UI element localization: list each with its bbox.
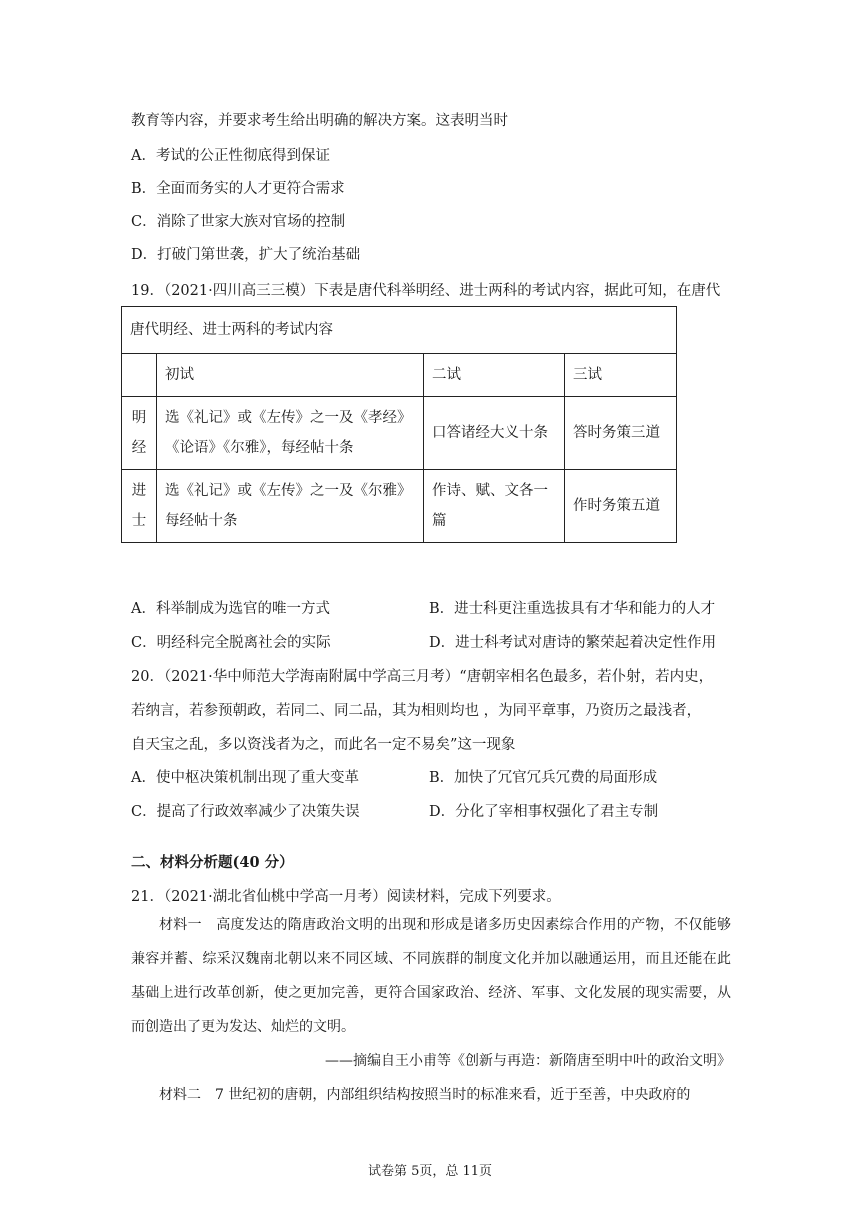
cell-second-exam: 作诗、赋、文各一 篇 [424, 470, 565, 543]
q18-option-a: A．考试的公正性彻底得到保证 [131, 148, 330, 164]
q19-option-a: A．科举制成为选官的唯一方式 [131, 601, 330, 617]
q20-option-b: B．加快了冗官冗兵冗费的局面形成 [429, 770, 658, 786]
q21-stem: 21．（2021·湖北省仙桃中学高一月考）阅读材料，完成下列要求。 [131, 889, 561, 905]
table-header-row [122, 354, 677, 397]
material-one [131, 908, 731, 1078]
table-row [122, 470, 677, 543]
q18-option-b: B．全面而务实的人才更符合需求 [131, 181, 345, 197]
cell-first-exam: 选《礼记》或《左传》之一及《尔雅》 每经帖十条 [157, 470, 424, 543]
q18-stem-tail: 教育等内容，并要求考生给出明确的解决方案。这表明当时 [131, 113, 508, 129]
q20-options-row-2 [131, 802, 731, 822]
section-heading: 二、材料分析题(40 分） [131, 854, 294, 871]
q19-options-row-2 [131, 633, 731, 653]
material-one-text: 材料一 高度发达的隋唐政治文明的出现和形成是诸多历史因素综合作用的产物，不仅能够兼容并蓄、综采汉魏南北朝以来不同区域、不同族群的制度文化并加以融通运用，而且还能在此基础上进行改革创新，使之更加完善，更符合国家政治、经济、军事、文化发展的现实需要，从而创造出了更为发达、灿烂的文明。 [131, 917, 731, 1035]
q20-options-row-1 [131, 768, 731, 788]
table-header-first: 初试 [157, 354, 424, 397]
row-label-mingjing: 明 经 [122, 397, 157, 470]
q18-option-c: C．消除了世家大族对官场的控制 [131, 214, 346, 230]
material-two [131, 1078, 731, 1112]
q20-option-a: A．使中枢决策机制出现了重大变革 [131, 770, 359, 786]
q19-stem: 19．（2021·四川高三三模）下表是唐代科举明经、进士两科的考试内容，据此可知，在唐代 [131, 283, 721, 299]
page-footer: 试卷第 5页，总 11页 [367, 1164, 493, 1179]
table-title: 唐代明经、进士两科的考试内容 [122, 307, 677, 354]
q20-stem-line-1: 20．（2021·华中师范大学海南附属中学高三月考）“唐朝宰相名色最多，若仆射，若内史， [131, 669, 714, 685]
q19-option-b: B．进士科更注重选拔具有才华和能力的人才 [429, 601, 716, 617]
row-label-jinshi: 进 士 [122, 470, 157, 543]
q19-options-row-1 [131, 599, 731, 619]
q18-option-d: D．打破门第世袭，扩大了统治基础 [131, 247, 361, 263]
q20-option-c: C．提高了行政效率减少了决策失误 [131, 804, 360, 820]
material-one-source: ——摘编自王小甫等《创新与再造：新隋唐至明中叶的政治文明》 [325, 1053, 731, 1069]
cell-third-exam: 作时务策五道 [565, 470, 677, 543]
material-two-text: 材料二 7 世纪初的唐朝，内部组织结构按照当时的标准来看，近于至善，中央政府的 [159, 1087, 691, 1103]
cell-third-exam: 答时务策三道 [565, 397, 677, 470]
q20-stem-line-3: 自天宝之乱，多以资浅者为之，而此名一定不易矣”这一现象 [131, 737, 516, 753]
table-header-empty [122, 354, 157, 397]
table-header-second: 二试 [424, 354, 565, 397]
table-header-third: 三试 [565, 354, 677, 397]
q19-option-d: D．进士科考试对唐诗的繁荣起着决定性作用 [429, 635, 717, 651]
exam-content-table [121, 306, 677, 543]
cell-first-exam: 选《礼记》或《左传》之一及《孝经》 《论语》《尔雅》，每经帖十条 [157, 397, 424, 470]
table-title-row [122, 307, 677, 354]
q19-option-c: C．明经科完全脱离社会的实际 [131, 635, 331, 651]
table-row [122, 397, 677, 470]
cell-second-exam: 口答诸经大义十条 [424, 397, 565, 470]
q20-option-d: D．分化了宰相事权强化了君主专制 [429, 804, 659, 820]
q20-stem-line-2: 若纳言，若参预朝政，若同二、同二品，其为相则均也 ，为同平章事，乃资历之最浅者， [131, 703, 702, 719]
